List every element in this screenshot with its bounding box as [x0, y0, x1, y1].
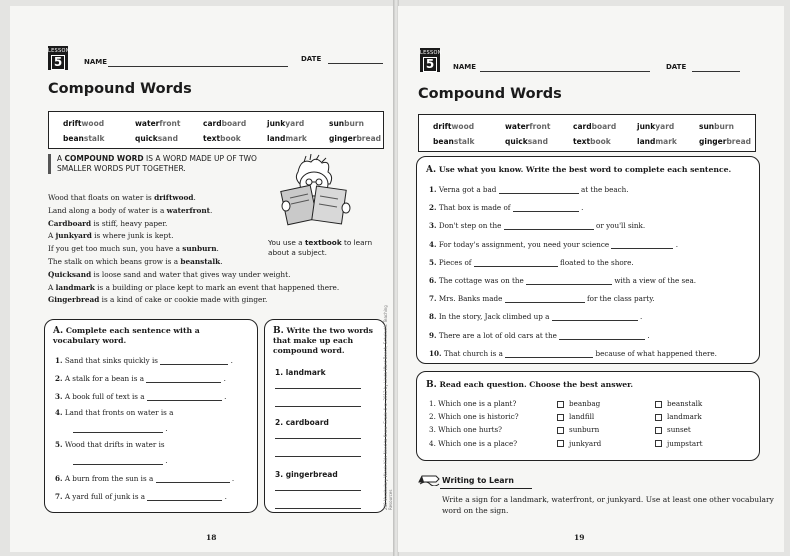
- question-text: Which one is a plant?: [438, 399, 517, 408]
- choice-label: sunset: [667, 425, 691, 435]
- word-part-one: text: [573, 137, 591, 146]
- definition-text: .: [220, 256, 223, 266]
- answer-choice[interactable]: [557, 399, 600, 408]
- item-number: 7.: [55, 492, 63, 501]
- item-number: 1.: [429, 399, 436, 408]
- item-text: There are a lot of old cars at the: [438, 330, 557, 340]
- word-bank-word: [135, 134, 178, 143]
- word-part-one: drift: [63, 119, 82, 128]
- definition-line: [48, 243, 268, 256]
- item-text: Land that fronts on water is a: [64, 408, 174, 417]
- word-part-two: mark: [285, 134, 307, 143]
- item-number: 5.: [55, 440, 63, 449]
- pencil-icon: [418, 472, 440, 486]
- answer-blank[interactable]: [505, 349, 593, 358]
- word-bank-word: [505, 122, 550, 131]
- definition-line: [48, 294, 388, 307]
- item-text: .: [581, 203, 584, 213]
- sentence-item: [429, 331, 650, 340]
- compound-word-text: cardboard: [285, 418, 329, 427]
- word-part-two: wood: [451, 122, 475, 131]
- item-number: 8.: [429, 312, 437, 322]
- answer-blank-line[interactable]: .: [73, 456, 168, 465]
- word-bank-word: [267, 119, 304, 128]
- definition-line: [48, 192, 268, 205]
- name-line[interactable]: [108, 66, 288, 67]
- item-number: 9.: [429, 330, 437, 340]
- section-a-heading: A. Complete each sentence with a vocabulary word.: [53, 326, 200, 345]
- item-text: A yard full of junk is a: [64, 492, 146, 501]
- writing-title-underline: [440, 488, 532, 489]
- item-number: 3.: [429, 221, 437, 231]
- intro-term: COMPOUND WORD: [64, 154, 144, 163]
- word-part-one: water: [505, 122, 530, 131]
- item-number: 7.: [429, 294, 437, 304]
- word-bank-word: [699, 122, 734, 131]
- answer-blank[interactable]: [526, 276, 612, 285]
- section-b-box: [416, 371, 760, 461]
- word-part-one: junk: [267, 119, 286, 128]
- item-text: Don't step on the: [438, 221, 502, 231]
- choice-label: sunburn: [569, 425, 600, 435]
- sentence-item: [429, 240, 678, 249]
- answer-blank[interactable]: [146, 374, 221, 383]
- right-page: [398, 6, 784, 552]
- question-text: Which one is historic?: [438, 412, 519, 422]
- choice-label: junkyard: [569, 438, 602, 448]
- definition-text: A: [48, 282, 56, 292]
- word-part-two: yard: [285, 119, 305, 128]
- compound-word-text: landmark: [285, 368, 326, 377]
- word-part-one: quick: [505, 137, 528, 146]
- item-text: .: [647, 330, 650, 340]
- definition-text: is a building or place kept to mark an event that happened there.: [94, 282, 340, 292]
- word-part-one: bean: [433, 137, 454, 146]
- compound-word-text: gingerbread: [285, 470, 338, 479]
- answer-choice[interactable]: [655, 425, 691, 434]
- item-number: 4.: [429, 239, 437, 249]
- answer-line[interactable]: [275, 406, 361, 407]
- sentence-item: [429, 185, 629, 194]
- word-part-two: stalk: [83, 134, 105, 143]
- item-text: That box is made of: [438, 203, 511, 213]
- compound-word: [275, 418, 329, 427]
- sentence-item: [429, 203, 583, 212]
- word-part-two: book: [220, 134, 241, 143]
- word-part-two: bread: [356, 134, 382, 143]
- question-item: [429, 412, 519, 421]
- word-part-one: junk: [637, 122, 656, 131]
- answer-choice[interactable]: [557, 425, 599, 434]
- word-bank-word: [329, 134, 381, 143]
- word-part-one: water: [135, 119, 160, 128]
- definition-line: [48, 269, 388, 282]
- word-part-two: board: [591, 122, 617, 131]
- definition-text: The stalk on which beans grow is a: [48, 256, 181, 266]
- answer-blank[interactable]: [147, 392, 222, 401]
- answer-blank[interactable]: [559, 331, 645, 340]
- item-number: 4.: [55, 408, 63, 417]
- definition-term: junkyard: [55, 231, 92, 241]
- item-text: for the class party.: [586, 294, 655, 304]
- word-part-two: stalk: [453, 137, 475, 146]
- answer-line[interactable]: [275, 438, 361, 439]
- item-text: Pieces of: [438, 257, 472, 267]
- answer-blank[interactable]: [513, 203, 579, 212]
- definition-text: A: [48, 231, 56, 241]
- item-text: A book full of text is a: [64, 392, 145, 401]
- item-text: .: [640, 312, 643, 322]
- date-line[interactable]: [328, 63, 383, 64]
- intro-definition: A COMPOUND WORD IS A WORD MADE UP OF TWO SMALLER WORDS PUT TOGETHER.: [48, 154, 257, 174]
- item-text: Verna got a bad: [438, 185, 497, 194]
- section-b-box: [264, 319, 386, 513]
- name-line[interactable]: [480, 71, 650, 72]
- item-number: 6.: [429, 276, 437, 285]
- lesson-label: LESSON: [48, 48, 70, 54]
- checkbox[interactable]: [557, 427, 564, 434]
- checkbox[interactable]: [655, 414, 662, 421]
- checkbox[interactable]: [557, 414, 564, 421]
- item-text: A stalk for a bean is a: [64, 374, 144, 383]
- definition-text: If you get too much sun, you have a: [48, 244, 183, 254]
- item-number: 2.: [429, 203, 437, 213]
- word-part-two: burn: [344, 119, 364, 128]
- date-line[interactable]: [692, 71, 740, 72]
- sentence-item: 7. A yard full of junk is a .: [55, 492, 227, 501]
- choice-label: beanbag: [569, 399, 601, 408]
- checkbox[interactable]: [655, 440, 662, 447]
- checkbox[interactable]: [557, 401, 564, 408]
- word-part-two: yard: [655, 122, 675, 131]
- answer-line[interactable]: [275, 388, 361, 389]
- writing-to-learn-prompt: Write a sign for a landmark, waterfront, or junkyard. Use at least one other vocabulary word on the sign.: [442, 495, 774, 515]
- compound-word: [275, 470, 338, 479]
- choice-label: landmark: [667, 412, 702, 422]
- definition-term: landmark: [55, 282, 95, 292]
- word-bank-word: [573, 122, 616, 131]
- word-part-one: ginger: [699, 137, 727, 146]
- name-label: NAME: [453, 63, 477, 71]
- word-bank-word: [135, 119, 180, 128]
- answer-blank[interactable]: [474, 258, 558, 267]
- definition-text: .: [216, 244, 219, 254]
- sentence-item: 1. Sand that sinks quickly is .: [55, 356, 233, 365]
- sentence-item: [429, 294, 655, 303]
- date-label: DATE: [666, 63, 687, 71]
- checkbox[interactable]: [557, 440, 564, 447]
- answer-line[interactable]: [275, 456, 361, 457]
- checkbox[interactable]: [655, 401, 662, 408]
- answer-blank-line[interactable]: .: [73, 424, 168, 433]
- word-part-one: land: [267, 134, 286, 143]
- section-b-heading: B. Write the two words that make up each compound word.: [273, 326, 373, 355]
- word-part-one: card: [573, 122, 592, 131]
- word-bank-word: [505, 137, 548, 146]
- definition-line: [48, 205, 268, 218]
- definition-line: [48, 256, 268, 269]
- item-number: 6.: [55, 474, 63, 483]
- word-bank-word: [267, 134, 307, 143]
- sentence-item: 3. A book full of text is a .: [55, 392, 227, 401]
- item-text: at the beach.: [580, 185, 629, 194]
- answer-line[interactable]: [275, 508, 361, 509]
- item-number: 1.: [275, 368, 284, 377]
- item-text: Wood that drifts in water is: [64, 440, 165, 449]
- item-number: 2.: [275, 418, 284, 427]
- definition-term: Cardboard: [48, 218, 92, 228]
- item-text: because of what happened there.: [595, 348, 717, 358]
- item-text: or you'll sink.: [596, 221, 646, 231]
- word-bank-word: [63, 134, 105, 143]
- word-bank: [48, 111, 384, 149]
- section-b-heading: B. Read each question. Choose the best answer.: [426, 380, 634, 390]
- item-text: In the story, Jack climbed up a: [438, 312, 550, 322]
- writing-to-learn-title: Writing to Learn: [442, 476, 514, 485]
- word-part-two: front: [529, 122, 551, 131]
- page-number: 19: [574, 533, 585, 542]
- answer-blank[interactable]: [73, 456, 163, 465]
- answer-choice[interactable]: [655, 412, 702, 421]
- word-part-two: sand: [527, 137, 548, 146]
- word-part-two: book: [590, 137, 611, 146]
- definition-text: is where junk is kept.: [91, 231, 174, 241]
- question-item: [429, 439, 517, 448]
- page-title: Compound Words: [418, 86, 562, 102]
- word-part-one: bean: [63, 134, 84, 143]
- definition-text: .: [210, 205, 213, 215]
- choice-label: beanstalk: [667, 399, 703, 408]
- word-bank-word: [329, 119, 364, 128]
- page-number: 18: [206, 533, 217, 542]
- question-text: Which one is a place?: [438, 438, 518, 448]
- item-number: 5.: [429, 257, 437, 267]
- item-number: 10.: [429, 348, 442, 358]
- answer-line[interactable]: [275, 490, 361, 491]
- lesson-badge: [48, 46, 68, 70]
- section-a-heading: A. Use what you know. Write the best word to complete each sentence.: [426, 165, 732, 175]
- word-bank-word: [433, 137, 475, 146]
- definition-term: beanstalk: [180, 256, 221, 266]
- word-bank-word: [203, 134, 241, 143]
- word-part-two: wood: [81, 119, 105, 128]
- definition-term: Gingerbread: [48, 295, 100, 305]
- item-text: The cottage was on the: [438, 276, 524, 285]
- definition-term: Quicksand: [48, 269, 92, 279]
- word-bank-word: [637, 122, 674, 131]
- word-bank-word: [637, 137, 677, 146]
- item-number: 1.: [429, 185, 437, 194]
- section-a-box: [44, 319, 258, 513]
- answer-blank[interactable]: [611, 240, 673, 249]
- sentence-item: [429, 312, 642, 321]
- definition-term: waterfront: [166, 205, 211, 215]
- item-number: 4.: [429, 438, 436, 448]
- answer-blank[interactable]: [499, 185, 579, 194]
- answer-blank[interactable]: [156, 474, 230, 483]
- item-text: floated to the shore.: [560, 257, 634, 267]
- name-label: NAME: [84, 58, 108, 66]
- word-part-one: sun: [699, 122, 715, 131]
- item-text: Sand that sinks quickly is: [64, 356, 158, 365]
- definition-text: Wood that floats on water is: [48, 193, 155, 202]
- word-part-one: drift: [433, 122, 452, 131]
- definition-text: is loose sand and water that gives way under weight.: [91, 269, 291, 279]
- definition-text: .: [193, 193, 196, 202]
- word-part-two: front: [159, 119, 181, 128]
- date-label: DATE: [301, 55, 322, 63]
- question-text: Which one hurts?: [438, 425, 503, 435]
- question-item: [429, 399, 516, 408]
- word-bank-word: [699, 137, 751, 146]
- answer-choice[interactable]: [557, 412, 594, 421]
- sentence-item: [55, 440, 165, 449]
- lesson-number: 5: [51, 55, 65, 70]
- sentence-item: [429, 276, 696, 285]
- definition-line: [48, 282, 388, 295]
- lesson-label: LESSON: [420, 50, 442, 56]
- word-part-one: ginger: [329, 134, 357, 143]
- lesson-number: 5: [423, 57, 437, 72]
- sentence-item: [429, 221, 645, 230]
- word-part-one: sun: [329, 119, 345, 128]
- item-text: That church is a: [443, 348, 503, 358]
- page-title: Compound Words: [48, 81, 192, 97]
- definition-text: is stiff, heavy paper.: [91, 218, 168, 228]
- word-bank: [418, 114, 756, 152]
- item-text: with a view of the sea.: [614, 276, 697, 285]
- item-number: 2.: [429, 412, 436, 422]
- choice-label: jumpstart: [667, 438, 703, 448]
- word-part-two: bread: [726, 137, 752, 146]
- answer-blank[interactable]: [505, 294, 585, 303]
- item-text: A burn from the sun is a: [64, 474, 154, 483]
- word-bank-word: [63, 119, 104, 128]
- answer-choice[interactable]: [655, 399, 702, 408]
- lesson-badge: [420, 48, 440, 72]
- sentence-item: [429, 349, 717, 358]
- item-number: 3.: [429, 425, 436, 435]
- item-text: Mrs. Banks made: [438, 294, 503, 304]
- word-part-two: board: [221, 119, 247, 128]
- checkbox[interactable]: [655, 427, 662, 434]
- word-part-one: land: [637, 137, 656, 146]
- word-part-one: quick: [135, 134, 158, 143]
- left-page: [10, 6, 393, 552]
- word-part-two: sand: [157, 134, 178, 143]
- item-number: 2.: [55, 374, 63, 383]
- item-number: 3.: [275, 470, 284, 479]
- word-part-two: burn: [714, 122, 734, 131]
- answer-choice[interactable]: [557, 439, 601, 448]
- sentence-item: [55, 408, 173, 417]
- question-item: [429, 425, 502, 434]
- definition-term: sunburn: [182, 244, 217, 254]
- copyright-side-text: 240 Vocabulary Words Kids Need to Know: Grade 4 © 2012 by Linda Ward Beech, Scholastic Teaching Resources: [383, 305, 393, 510]
- definition-term: driftwood: [154, 193, 194, 202]
- answer-blank[interactable]: [160, 356, 228, 365]
- definition-line: [48, 218, 268, 231]
- compound-word: [275, 368, 326, 377]
- definition-text: is a kind of cake or cookie made with ginger.: [99, 295, 268, 305]
- textbook-caption: You use a textbook to learn about a subject.: [268, 238, 373, 257]
- word-bank-word: [573, 137, 611, 146]
- definition-text: Land along a body of water is a: [48, 205, 167, 215]
- item-number: 1.: [55, 356, 63, 365]
- sentence-item: 6. A burn from the sun is a .: [55, 474, 235, 483]
- item-text: For today's assignment, you need your science: [438, 239, 610, 249]
- word-bank-word: [203, 119, 246, 128]
- sentence-item: 2. A stalk for a bean is a .: [55, 374, 226, 383]
- answer-choice[interactable]: [655, 439, 702, 448]
- answer-blank[interactable]: [504, 221, 594, 230]
- item-number: 3.: [55, 392, 63, 401]
- answer-blank[interactable]: [147, 492, 222, 501]
- word-part-one: card: [203, 119, 222, 128]
- word-part-one: text: [203, 134, 221, 143]
- sentence-item: [429, 258, 634, 267]
- word-bank-word: [433, 122, 474, 131]
- item-text: .: [675, 239, 679, 249]
- definition-line: [48, 230, 268, 243]
- answer-blank[interactable]: [552, 312, 638, 321]
- choice-label: landfill: [569, 412, 595, 422]
- answer-blank[interactable]: [73, 424, 163, 433]
- section-a-box: [416, 156, 760, 364]
- word-part-two: mark: [655, 137, 677, 146]
